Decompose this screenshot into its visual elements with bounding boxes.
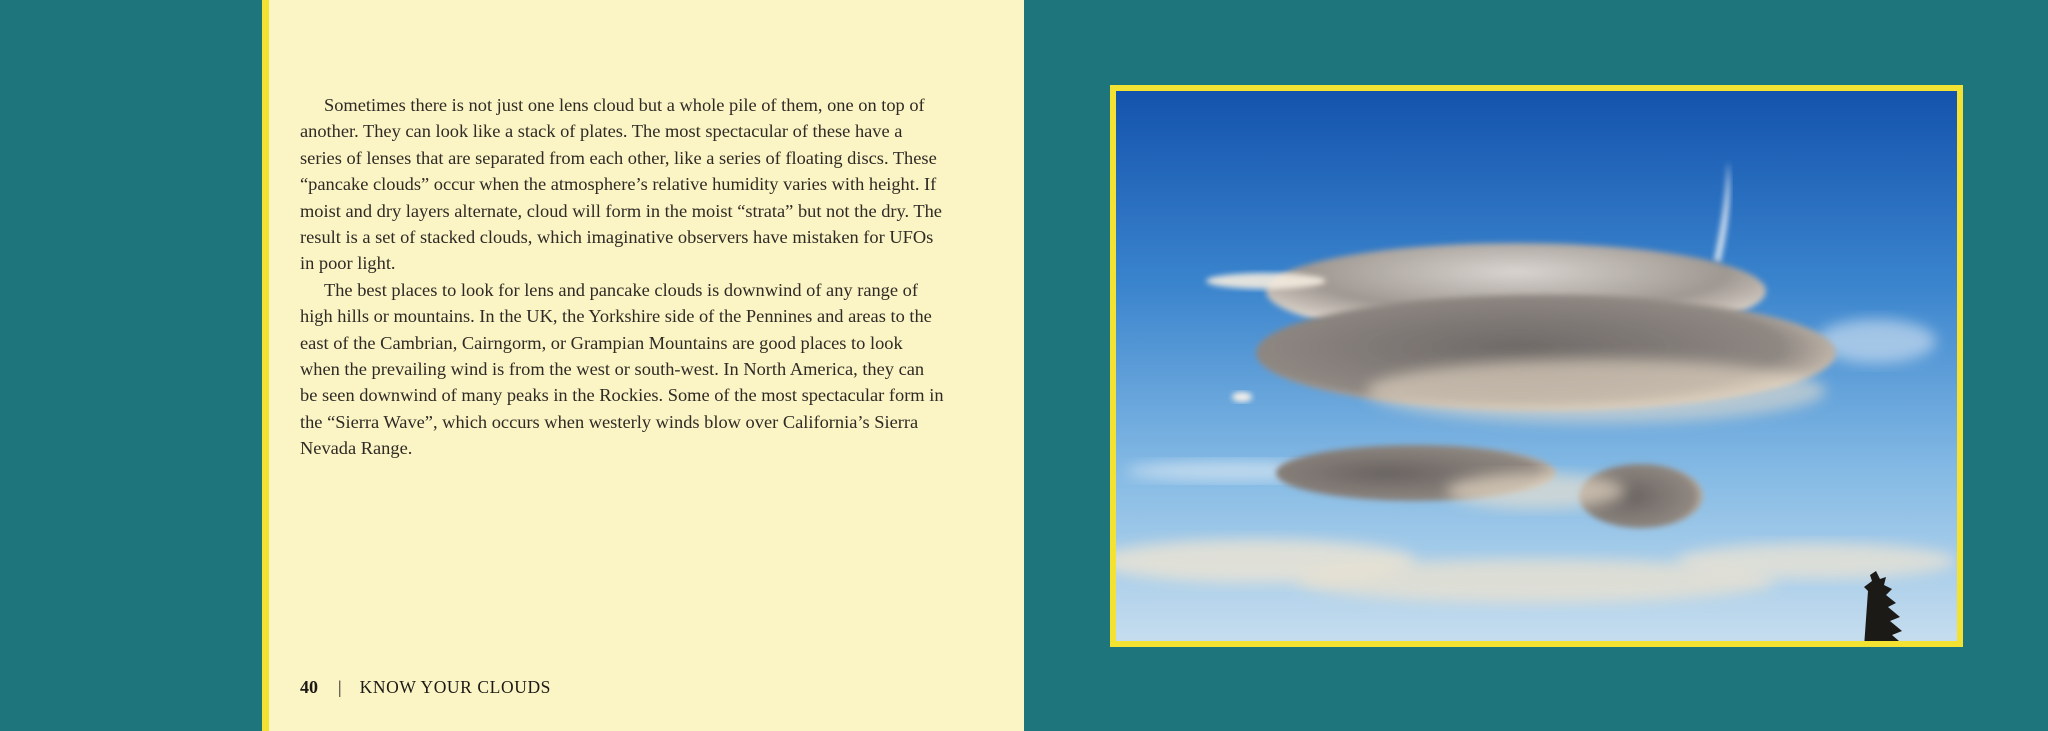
body-text <box>300 92 946 462</box>
cloud-photo-illustration <box>1116 91 1957 641</box>
page-number: 40 <box>300 677 318 697</box>
page-footer <box>300 677 551 698</box>
paragraph-2: The best places to look for lens and pancake clouds is downwind of any range of high hills or mountains. In the UK, the Yorkshire side of the Pennines and areas to the east of the Cambrian, Cairngorm, or Grampian Mountains are good places to look when the prevailing wind is from the west or south-west. In North America, they can be seen downwind of many peaks in the Rockies. Some of the most spectacular form in the “Sierra Wave”, which occurs when westerly winds blow over California’s Sierra Nevada Range. <box>300 279 944 459</box>
paragraph-1: Sometimes there is not just one lens cloud but a whole pile of them, one on top of another. They can look like a stack of plates. The most spectacular of these have a series of lenses that are separated from each other, like a series of floating discs. These “pancake clouds” occur when the atmosphere’s relative humidity varies with height. If moist and dry layers alternate, cloud will form in the moist “strata” but not the dry. The result is a set of stacked clouds, which imaginative observers have mistaken for UFOs in poor light. <box>300 95 942 274</box>
running-title: KNOW YOUR CLOUDS <box>359 677 552 697</box>
lenticular-cloud-photo <box>1110 85 1963 647</box>
footer-separator: | <box>338 677 342 697</box>
